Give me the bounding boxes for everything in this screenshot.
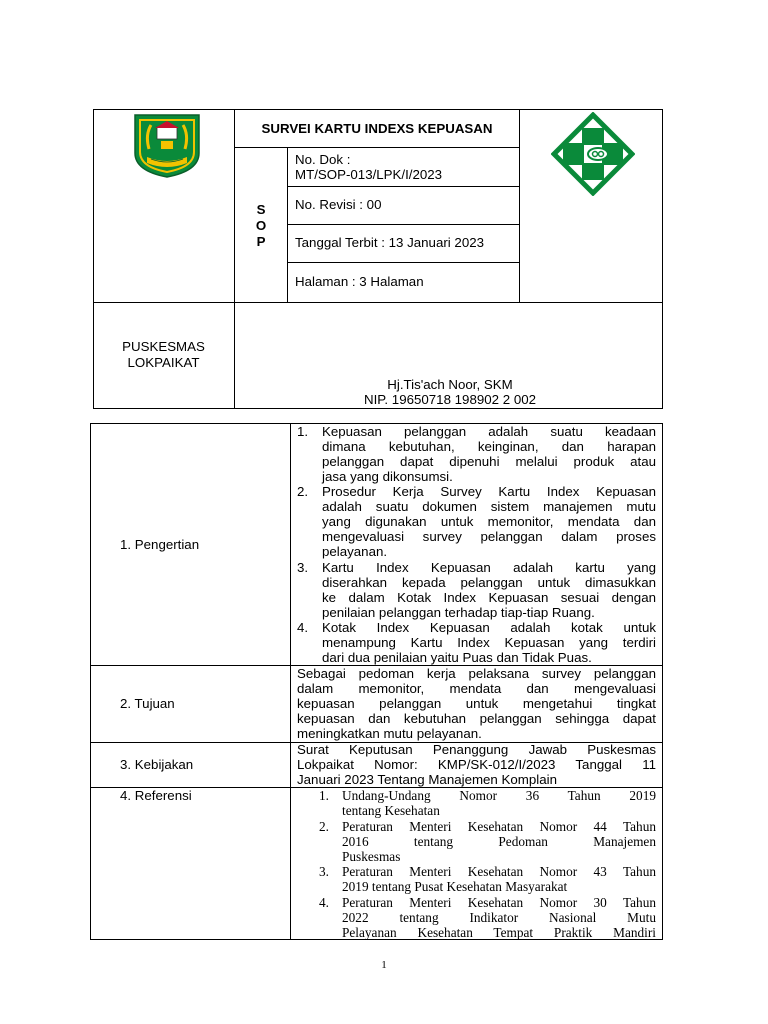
no-dok-value: MT/SOP-013/LPK/I/2023: [295, 167, 443, 182]
list-item-line: ke dalam Kotak Index Kepuasan sesuai dengan: [322, 590, 656, 605]
list-item-line: 2022 tentang Indikator Nasional Mutu: [342, 910, 656, 925]
institution-name-line1: PUSKESMAS: [122, 339, 205, 354]
kebijakan-label: 3. Kebijakan: [120, 757, 194, 772]
signer-name: Hj.Tis'ach Noor, SKM: [387, 377, 513, 392]
document-title: SURVEI KARTU INDEXS KEPUASAN: [261, 121, 493, 136]
list-item-line: Kepuasan pelanggan adalah suatu keadaan: [322, 424, 656, 439]
list-item-line: adalah suatu dokumen sistem manajemen mutu: [322, 499, 656, 514]
list-number: 2.: [297, 484, 309, 499]
tujuan-line: kepuasan pelanggan untuk mengetahui tingkat: [297, 696, 656, 711]
pengertian-label: 1. Pengertian: [120, 537, 200, 552]
list-item-line: Peraturan Menteri Kesehatan Nomor 30 Tahun: [342, 895, 656, 910]
list-item-line: jasa yang dikonsumsi.: [322, 469, 453, 484]
list-item-line: tentang Kesehatan: [342, 803, 440, 818]
list-item-line: penilaian pelanggan terhadap tiap-tiap Ruang.: [322, 605, 595, 620]
regional-crest-icon: [131, 113, 203, 179]
puskesmas-cross-icon: [551, 112, 635, 196]
halaman: Halaman : 3 Halaman: [295, 274, 424, 289]
sop-letter-s: S: [256, 202, 266, 217]
tujuan-line: kepuasan dan kebutuhan pelanggan sehingga dapat: [297, 711, 656, 726]
list-item-line: diserahkan kepada pelanggan untuk dimasukkan: [322, 575, 656, 590]
list-number: 3.: [297, 560, 309, 575]
list-item-line: 2016 tentang Pedoman Manajemen: [342, 834, 656, 849]
list-item-line: Peraturan Menteri Kesehatan Nomor 44 Tahun: [342, 819, 656, 834]
tujuan-label: 2. Tujuan: [120, 696, 175, 711]
list-item-line: Puskesmas: [342, 849, 401, 864]
no-dok-label: No. Dok :: [295, 152, 351, 167]
signer-nip: NIP. 19650718 198902 2 002: [363, 392, 537, 407]
list-number: 4.: [297, 620, 309, 635]
list-item-line: mengevaluasi survey pelanggan dalam proses: [322, 529, 656, 544]
tujuan-line: meningkatkan mutu pelayanan.: [297, 726, 482, 741]
tujuan-line: Sebagai pedoman kerja pelaksana survey pelanggan: [297, 666, 656, 681]
no-revisi: No. Revisi : 00: [295, 197, 382, 212]
kebijakan-line: Januari 2023 Tentang Manajemen Komplain: [297, 772, 557, 787]
list-number: 3.: [319, 864, 329, 879]
referensi-label: 4. Referensi: [120, 788, 192, 803]
tanggal-terbit: Tanggal Terbit : 13 Januari 2023: [295, 235, 484, 250]
list-number: 1.: [297, 424, 309, 439]
institution-name-line2: LOKPAIKAT: [127, 355, 200, 370]
list-item-line: dimana kebutuhan, keinginan, dan harapan: [322, 439, 656, 454]
sop-letter-p: P: [256, 234, 266, 249]
kebijakan-line: Surat Keputusan Penanggung Jawab Puskesmas: [297, 742, 656, 757]
page-number: 1: [381, 959, 387, 971]
list-item-line: yang digunakan untuk memonitor, mendata dan: [322, 514, 656, 529]
list-item-line: Prosedur Kerja Survey Kartu Index Kepuasan: [322, 484, 656, 499]
list-number: 4.: [319, 895, 329, 910]
list-item-line: Kartu Index Kepuasan adalah kartu yang: [322, 560, 656, 575]
list-item-line: Pelayanan Kesehatan Tempat Praktik Mandiri: [342, 925, 656, 940]
sop-letter-o: O: [255, 218, 267, 233]
list-item-line: menampung Kartu Index Kepuasan yang terdiri: [322, 635, 656, 650]
list-item-line: 2019 tentang Pusat Kesehatan Masyarakat: [342, 879, 568, 894]
list-item-line: Undang-Undang Nomor 36 Tahun 2019: [342, 788, 656, 803]
list-item-line: dari dua penilaian yaitu Puas dan Tidak Puas.: [322, 650, 592, 665]
list-number: 2.: [319, 819, 329, 834]
list-number: 1.: [319, 788, 329, 803]
list-item-line: Peraturan Menteri Kesehatan Nomor 43 Tahun: [342, 864, 656, 879]
list-item-line: Kotak Index Kepuasan adalah kotak untuk: [322, 620, 656, 635]
list-item-line: pelayanan.: [322, 544, 388, 559]
list-item-line: pelanggan dapat dipenuhi melalui produk atau: [322, 454, 656, 469]
tujuan-line: dalam memonitor, mendata dan mengevaluasi: [297, 681, 656, 696]
kebijakan-line: Lokpaikat Nomor: KMP/SK-012/I/2023 Tanggal 11: [297, 757, 656, 772]
